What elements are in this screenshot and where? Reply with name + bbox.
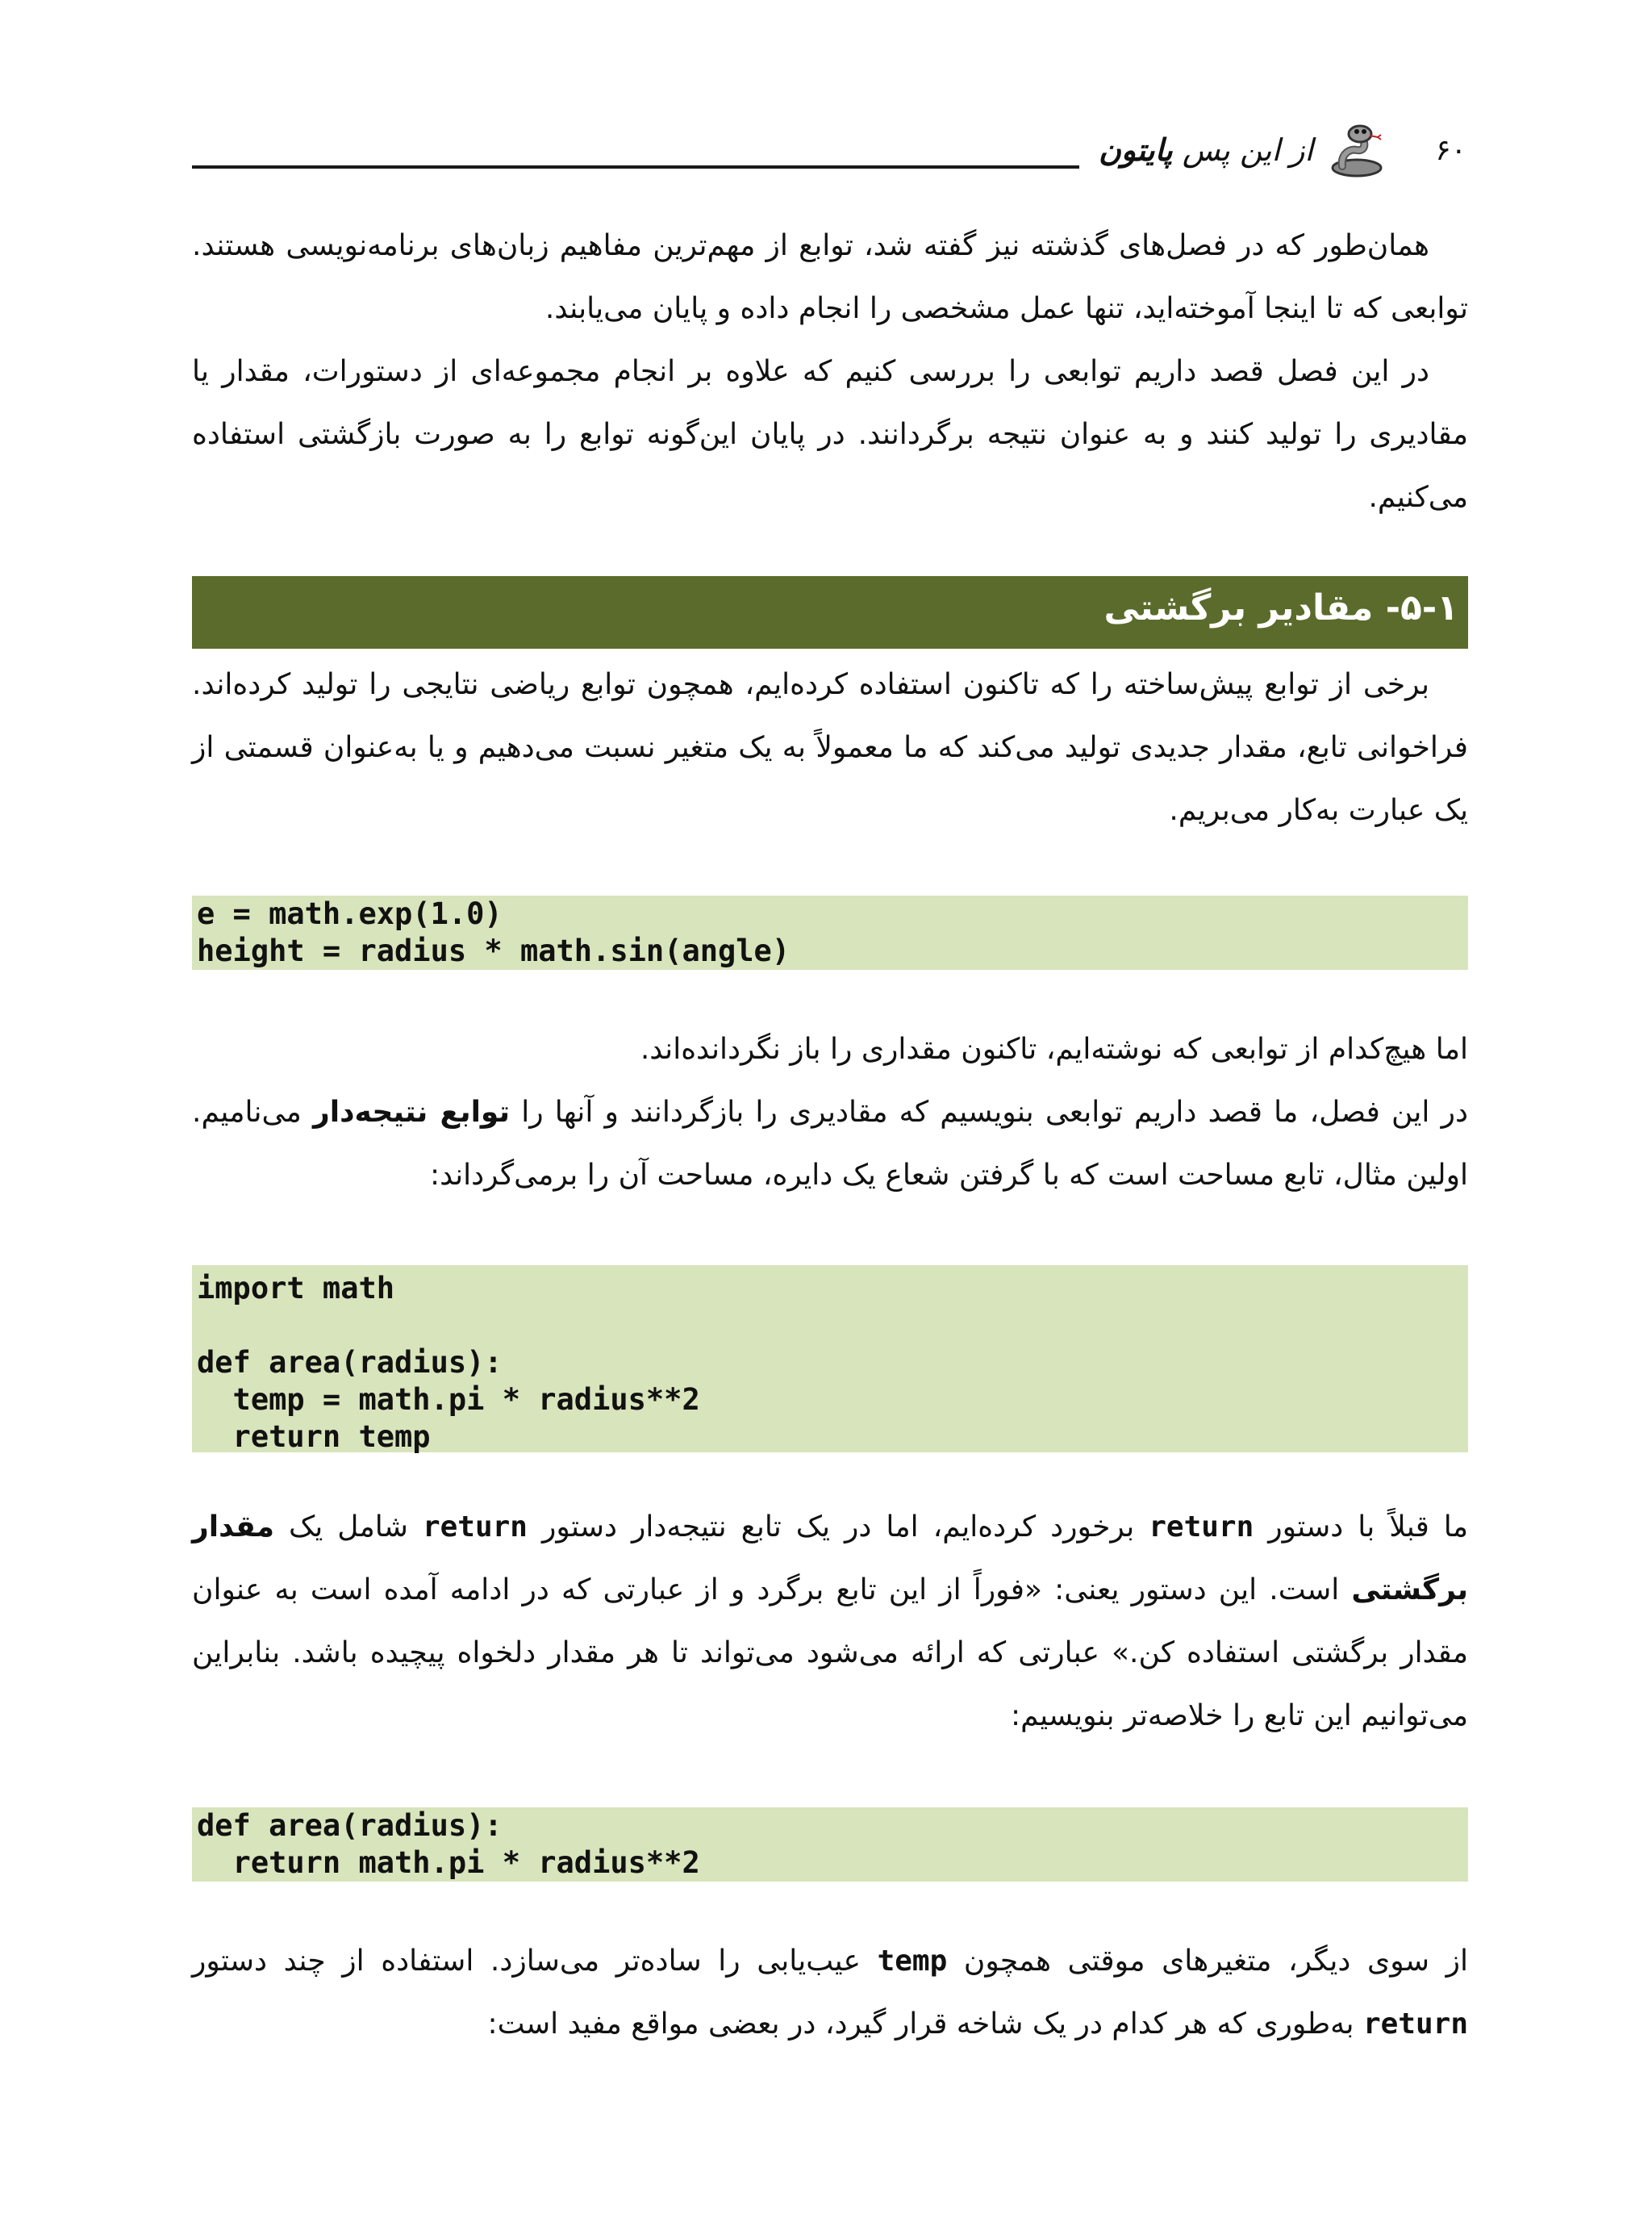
paragraph-2-line-1 xyxy=(192,1018,1468,1081)
header-rule xyxy=(192,165,1079,169)
paragraph-3-part-1: ما قبلاً با دستور xyxy=(1268,1510,1469,1544)
section-heading-bar xyxy=(192,576,1468,649)
code-line: temp = math.pi * radius**2 xyxy=(197,1382,700,1417)
intro-paragraph-1 xyxy=(192,215,1468,340)
book-title-prefix: از این پس xyxy=(1182,132,1313,168)
paragraph-3-part-3: شامل یک xyxy=(289,1510,408,1544)
section-paragraph-1 xyxy=(192,654,1468,842)
intro-paragraph-2-text: در این فصل قصد داریم توابعی را بررسی کنیم که علاوه بر انجام مجموعه‌ای از دستورات، مقدار یا مقادیری را تولید کنند و به عنوان نتیجه برگردانند. در پایان این‌گونه توابع را به صورت بازگشتی استفاده می‌کنیم. xyxy=(192,355,1468,514)
code-line: return math.pi * radius**2 xyxy=(197,1845,700,1880)
paragraph-2-body xyxy=(192,1081,1468,1207)
paragraph-4-part-3: به‌طوری که هر کدام در یک شاخه قرار گیرد، در بعضی مواقع مفید است: xyxy=(487,2007,1354,2041)
code-line: return temp xyxy=(197,1419,431,1454)
book-title xyxy=(1099,132,1313,168)
intro-paragraph-2 xyxy=(192,340,1468,529)
code-line: height = radius * math.sin(angle) xyxy=(197,934,791,968)
return-value-term: مقدار برگشتی xyxy=(192,1510,1468,1606)
temp-keyword: temp xyxy=(877,1945,948,1978)
paragraph-3-part-4: است. این دستور یعنی: «فوراً از این تابع برگرد و از عبارتی که در ادامه آمده است به عنوان مقدار برگشتی استفاده کن.» عبارتی که ارائه می‌شود می‌تواند تا هر مقدار دلخواه پیچیده باشد. بنابراین می‌توانیم این تابع را خلاصه‌تر بنویسیم: xyxy=(192,1573,1468,1732)
book-title-bold: پایتون xyxy=(1099,132,1173,168)
code-line: def area(radius): xyxy=(197,1808,503,1843)
paragraph-2-line-1-text: اما هیچ‌کدام از توابعی که نوشته‌ایم، تاکنون مقداری را باز نگردانده‌اند. xyxy=(640,1033,1468,1066)
return-keyword: return xyxy=(1362,2007,1468,2041)
section-paragraph-1-text: برخی از توابع پیش‌ساخته را که تاکنون استفاده کرده‌ایم، همچون توابع ریاضی نتایجی را تولید کرده‌اند. فراخوانی تابع، مقدار جدیدی تولید می‌کند که ما معمولاً به یک متغیر نسبت می‌دهیم و یا به‌عنوان قسمتی از یک عبارت به‌کار می‌بریم. xyxy=(192,668,1468,827)
paragraph-3 xyxy=(192,1496,1468,1748)
code-block-2 xyxy=(192,1265,1468,1452)
intro-paragraph-1-text: همان‌طور که در فصل‌های گذشته نیز گفته شد، توابع از مهم‌ترین مفاهیم زبان‌های برنامه‌نویسی هستند. توابعی که تا اینجا آموخته‌اید، تنها عمل مشخصی را انجام داده و پایان می‌یابند. xyxy=(192,229,1468,325)
paragraph-4 xyxy=(192,1930,1468,2056)
page-header xyxy=(192,121,1466,186)
paragraph-3-part-2: برخورد کرده‌ایم، اما در یک تابع نتیجه‌دار دستور xyxy=(541,1510,1135,1544)
paragraph-4-part-1: از سوی دیگر، متغیرهای موقتی همچون xyxy=(963,1945,1468,1978)
code-line: import math xyxy=(197,1271,395,1305)
paragraph-2-line-2-text: در این فصل، ما قصد داریم توابعی بنویسیم که مقادیری را بازگردانند و آنها را xyxy=(521,1096,1468,1129)
code-block-1 xyxy=(192,896,1468,970)
paragraph-4-part-2: عیب‌یابی را ساده‌تر می‌سازد. استفاده از چند دستور xyxy=(192,1945,861,1978)
code-line: def area(radius): xyxy=(197,1345,503,1380)
code-block-3 xyxy=(192,1807,1468,1882)
snake-mascot-icon xyxy=(1325,121,1389,182)
return-keyword: return xyxy=(422,1510,528,1544)
paragraph-2-line-3-text: می‌نامیم. اولین مثال، تابع مساحت است که با گرفتن شعاع یک دایره، مساحت آن را برمی‌گرداند: xyxy=(192,1096,1468,1192)
code-line: e = math.exp(1.0) xyxy=(197,896,503,931)
page-number: ۶۰ xyxy=(1435,134,1466,167)
return-keyword: return xyxy=(1149,1510,1254,1544)
section-title: ۵-۱- مقادیر برگشتی xyxy=(1103,587,1458,629)
code-line xyxy=(197,1307,1463,1344)
result-functions-term: توابع نتیجه‌دار xyxy=(313,1096,511,1129)
